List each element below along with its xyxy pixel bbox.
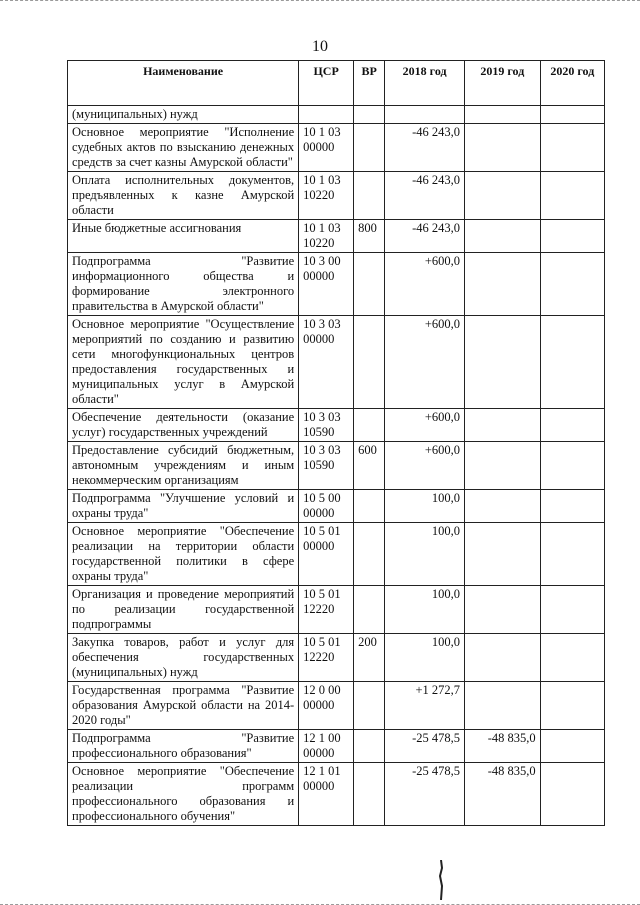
row-2019 <box>465 442 541 490</box>
signature-mark <box>438 860 444 900</box>
row-2019 <box>465 316 541 409</box>
row-2019 <box>465 682 541 730</box>
row-2018: +1 272,7 <box>385 682 465 730</box>
table-row <box>68 172 605 220</box>
row-2018: +600,0 <box>385 442 465 490</box>
row-2020 <box>540 106 604 124</box>
row-csr: 10 3 03 00000 <box>299 316 354 409</box>
row-name: Предоставление субсидий бюджетным, автономным учреждениям и иным некоммерческим организациям <box>68 442 299 490</box>
row-csr: 12 1 01 00000 <box>299 763 354 826</box>
row-2020 <box>540 763 604 826</box>
header-csr: ЦСР <box>299 61 354 106</box>
row-csr: 10 1 03 10220 <box>299 172 354 220</box>
row-2020 <box>540 490 604 523</box>
row-csr: 10 5 01 12220 <box>299 586 354 634</box>
row-2019 <box>465 172 541 220</box>
row-2020 <box>540 442 604 490</box>
page-number: 10 <box>312 38 328 55</box>
row-2020 <box>540 682 604 730</box>
row-2020 <box>540 409 604 442</box>
row-2020 <box>540 253 604 316</box>
row-2020 <box>540 634 604 682</box>
row-vr <box>354 316 385 409</box>
row-2018: +600,0 <box>385 253 465 316</box>
row-2020 <box>540 586 604 634</box>
row-2020 <box>540 730 604 763</box>
row-name: (муниципальных) нужд <box>68 106 299 124</box>
row-csr: 10 3 03 10590 <box>299 442 354 490</box>
table-row <box>68 106 605 124</box>
row-2019 <box>465 106 541 124</box>
table-row <box>68 634 605 682</box>
row-name: Основное мероприятие "Обеспечение реализации программ профессионального образования и профессионального обучения" <box>68 763 299 826</box>
row-vr: 800 <box>354 220 385 253</box>
table-row <box>68 730 605 763</box>
row-csr <box>299 106 354 124</box>
row-vr <box>354 730 385 763</box>
row-vr <box>354 586 385 634</box>
row-2019 <box>465 220 541 253</box>
row-2019 <box>465 490 541 523</box>
row-name: Государственная программа "Развитие образования Амурской области на 2014-2020 годы" <box>68 682 299 730</box>
row-csr: 10 5 00 00000 <box>299 490 354 523</box>
row-2018: 100,0 <box>385 586 465 634</box>
row-name: Иные бюджетные ассигнования <box>68 220 299 253</box>
budget-table <box>67 60 605 826</box>
row-2019 <box>465 634 541 682</box>
page-top-edge <box>0 0 640 4</box>
row-2018: -25 478,5 <box>385 763 465 826</box>
row-vr <box>354 763 385 826</box>
row-2020 <box>540 523 604 586</box>
row-vr: 200 <box>354 634 385 682</box>
row-csr: 12 1 00 00000 <box>299 730 354 763</box>
table-row <box>68 124 605 172</box>
table-row <box>68 682 605 730</box>
row-vr: 600 <box>354 442 385 490</box>
row-2018 <box>385 106 465 124</box>
table-row <box>68 490 605 523</box>
row-2019 <box>465 124 541 172</box>
row-csr: 10 1 03 00000 <box>299 124 354 172</box>
row-2018: +600,0 <box>385 409 465 442</box>
row-csr: 10 5 01 12220 <box>299 634 354 682</box>
row-csr: 10 3 00 00000 <box>299 253 354 316</box>
row-2020 <box>540 172 604 220</box>
row-2019 <box>465 253 541 316</box>
row-2019 <box>465 586 541 634</box>
row-csr: 10 5 01 00000 <box>299 523 354 586</box>
row-2020 <box>540 220 604 253</box>
row-2018: -46 243,0 <box>385 220 465 253</box>
row-name: Основное мероприятие "Обеспечение реализации на территории области государственной политики в сфере охраны труда" <box>68 523 299 586</box>
row-vr <box>354 682 385 730</box>
row-2020 <box>540 316 604 409</box>
table-row <box>68 763 605 826</box>
row-csr: 10 1 03 10220 <box>299 220 354 253</box>
row-name: Закупка товаров, работ и услуг для обеспечения государственных (муниципальных) нужд <box>68 634 299 682</box>
page-bottom-edge <box>0 901 640 905</box>
header-vr: ВР <box>354 61 385 106</box>
row-2018: -25 478,5 <box>385 730 465 763</box>
row-name: Подпрограмма "Развитие информационного общества и формирование электронного правительства в Амурской области" <box>68 253 299 316</box>
row-vr <box>354 106 385 124</box>
table-row <box>68 523 605 586</box>
table-row <box>68 220 605 253</box>
table-row <box>68 442 605 490</box>
row-2018: -46 243,0 <box>385 124 465 172</box>
row-name: Подпрограмма "Развитие профессионального образования" <box>68 730 299 763</box>
header-2020: 2020 год <box>540 61 604 106</box>
row-2018: 100,0 <box>385 490 465 523</box>
row-vr <box>354 490 385 523</box>
row-2018: 100,0 <box>385 634 465 682</box>
row-2019: -48 835,0 <box>465 730 541 763</box>
row-csr: 10 3 03 10590 <box>299 409 354 442</box>
row-name: Основное мероприятие "Исполнение судебных актов по взысканию денежных средств за счет казны Амурской области" <box>68 124 299 172</box>
row-vr <box>354 172 385 220</box>
row-name: Подпрограмма "Улучшение условий и охраны труда" <box>68 490 299 523</box>
table-row <box>68 316 605 409</box>
row-vr <box>354 523 385 586</box>
row-2019: -48 835,0 <box>465 763 541 826</box>
row-name: Обеспечение деятельности (оказание услуг) государственных учреждений <box>68 409 299 442</box>
row-2018: 100,0 <box>385 523 465 586</box>
row-name: Организация и проведение мероприятий по реализации государственной подпрограммы <box>68 586 299 634</box>
row-vr <box>354 253 385 316</box>
row-2019 <box>465 409 541 442</box>
table-header-row <box>68 61 605 106</box>
table-row <box>68 586 605 634</box>
row-csr: 12 0 00 00000 <box>299 682 354 730</box>
row-name: Основное мероприятие "Осуществление мероприятий по созданию и развитию сети многофункциональных центров предоставления государственных и муниципальных услуг в Амурской области" <box>68 316 299 409</box>
row-2019 <box>465 523 541 586</box>
row-vr <box>354 409 385 442</box>
row-2020 <box>540 124 604 172</box>
header-name: Наименование <box>68 61 299 106</box>
table-row <box>68 409 605 442</box>
header-2018: 2018 год <box>385 61 465 106</box>
header-2019: 2019 год <box>465 61 541 106</box>
row-2018: +600,0 <box>385 316 465 409</box>
row-vr <box>354 124 385 172</box>
row-name: Оплата исполнительных документов, предъявленных к казне Амурской области <box>68 172 299 220</box>
row-2018: -46 243,0 <box>385 172 465 220</box>
table-row <box>68 253 605 316</box>
